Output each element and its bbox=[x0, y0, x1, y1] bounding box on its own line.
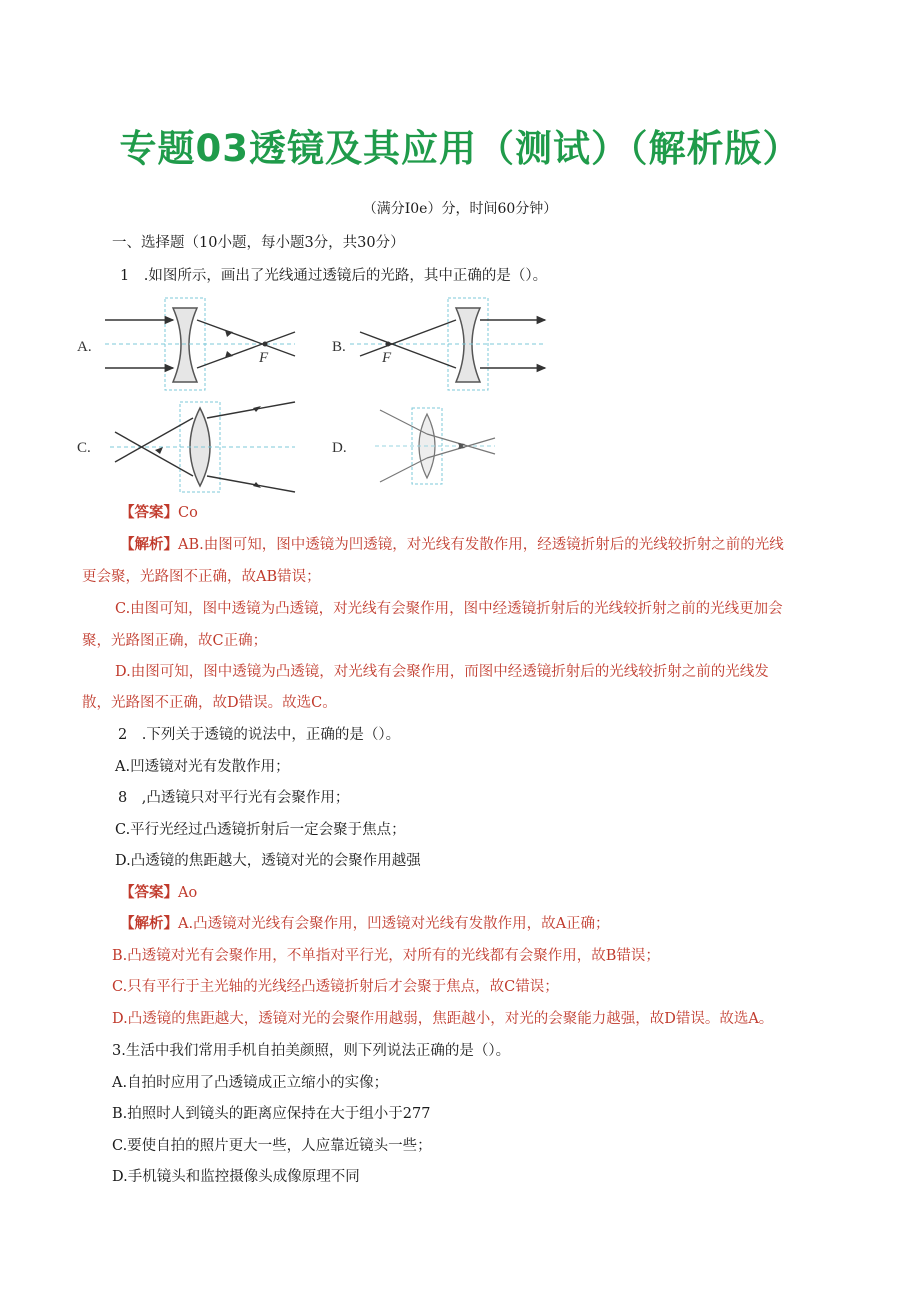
q1-analysis-line bbox=[120, 535, 784, 555]
score-time-note: （满分I0e）分，时间60分钟） bbox=[362, 201, 558, 217]
q2-analysis-line: B.凸透镜对光有会聚作用，不单指对平行光，对所有的光线都有会聚作用，故B错误； bbox=[112, 948, 660, 964]
q3-option: B.拍照时人到镜头的距离应保持在大于组小于277 bbox=[112, 1106, 431, 1122]
q2-analysis-line: C.只有平行于主光轴的光线经凸透镜折射后才会聚于焦点，故C错误； bbox=[112, 979, 559, 995]
q2-option: 8 ,凸透镜只对平行光有会聚作用； bbox=[118, 790, 350, 806]
answer-tag: 【答案】 bbox=[120, 504, 178, 521]
q1-analysis-line: C.由图可知，图中透镜为凸透镜，对光线有会聚作用，图中经透镜折射后的光线较折射之前的光线更加会 bbox=[115, 601, 783, 617]
focus-label-b: F bbox=[382, 350, 392, 366]
label-d: D. bbox=[332, 440, 347, 456]
answer-tag: 【答案】 bbox=[120, 884, 178, 901]
label-c: C. bbox=[77, 440, 91, 456]
q2-option: D.凸透镜的焦距越大，透镜对光的会聚作用越强 bbox=[115, 853, 421, 869]
label-a: A. bbox=[77, 339, 92, 355]
analysis-tag: 【解析】 bbox=[120, 536, 178, 553]
q1-stem: 1 .如图所示，画出了光线通过透镜后的光路，其中正确的是（）。 bbox=[120, 268, 548, 284]
q2-stem: 2 .下列关于透镜的说法中，正确的是（）。 bbox=[118, 727, 401, 743]
q1-analysis-line: D.由图可知，图中透镜为凸透镜，对光线有会聚作用，而图中经透镜折射后的光线较折射之前的光线发 bbox=[115, 664, 769, 680]
figure-d bbox=[330, 400, 530, 495]
answer-value: Co bbox=[178, 505, 198, 521]
figure-b bbox=[330, 296, 560, 396]
q3-option: C.要使自拍的照片更大一些，人应靠近镜头一些； bbox=[112, 1138, 432, 1154]
analysis-text: AB.由图可知，图中透镜为凹透镜，对光线有发散作用，经透镜折射后的光线较折射之前的光线 bbox=[178, 537, 784, 553]
analysis-tag: 【解析】 bbox=[120, 915, 178, 932]
answer-value: Ao bbox=[178, 885, 198, 901]
focus-label-a: F bbox=[259, 350, 269, 366]
page-title: 专题03透镜及其应用（测试）（解析版） bbox=[119, 127, 801, 170]
q1-analysis-line: 更会聚，光路图不正确，故AB错误； bbox=[82, 569, 321, 585]
q2-option: A.凹透镜对光有发散作用； bbox=[115, 759, 290, 775]
figure-c bbox=[75, 400, 305, 495]
section-heading: 一、选择题（10小题，每小题3分，共30分） bbox=[112, 235, 405, 251]
q1-analysis-line: 散，光路图不正确，故D错误。故选C。 bbox=[82, 695, 337, 711]
label-b: B. bbox=[332, 339, 346, 355]
q3-option: A.自拍时应用了凸透镜成正立缩小的实像； bbox=[112, 1075, 389, 1091]
q2-option: C.平行光经过凸透镜折射后一定会聚于焦点； bbox=[115, 822, 406, 838]
q1-answer bbox=[120, 503, 198, 523]
q2-answer bbox=[120, 883, 197, 903]
q3-stem: 3.生活中我们常用手机自拍美颜照，则下列说法正确的是（）。 bbox=[112, 1043, 511, 1059]
analysis-text: A.凸透镜对光线有会聚作用，凹透镜对光线有发散作用，故A正确； bbox=[178, 916, 610, 932]
figure-a bbox=[75, 296, 305, 396]
q2-analysis-line bbox=[120, 914, 610, 934]
q2-analysis-line: D.凸透镜的焦距越大，透镜对光的会聚作用越弱，焦距越小，对光的会聚能力越强，故D错误。故选A。 bbox=[112, 1011, 774, 1027]
q3-option: D.手机镜头和监控摄像头成像原理不同 bbox=[112, 1169, 360, 1185]
q1-analysis-line: 聚，光路图正确，故C正确； bbox=[82, 633, 268, 649]
